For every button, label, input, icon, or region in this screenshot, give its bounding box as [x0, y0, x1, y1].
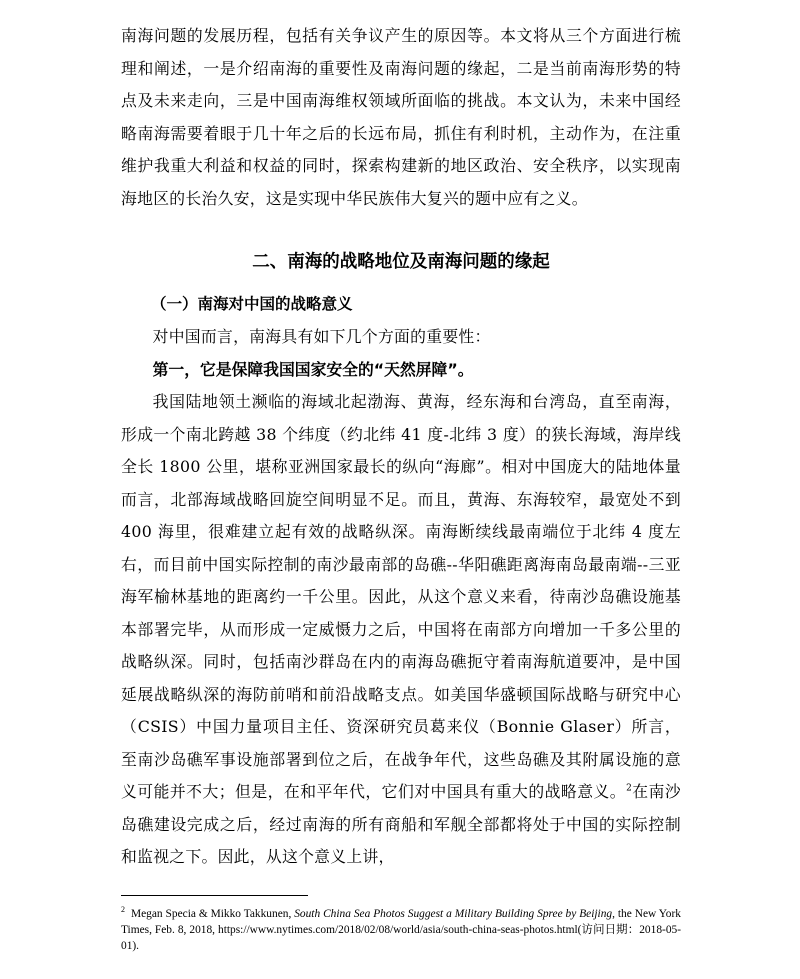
lead-sentence: 对中国而言，南海具有如下几个方面的重要性：	[152, 327, 491, 346]
subsection-title: （一）南海对中国的战略意义	[151, 295, 353, 313]
body-paragraph-part2: 在南沙岛礁建设完成之后，经过南海的所有商船和军舰全部都将处于中国的实际控制和监视之下。因此，从这个意义上讲，	[121, 782, 681, 866]
footnote-title: South China Sea Photos Suggest a Military Building Spree by Beijing	[294, 908, 613, 920]
footnote-separator	[121, 895, 308, 896]
footnote-reference[interactable]: 2	[626, 783, 633, 794]
section-title: 二、南海的战略地位及南海问题的缘起	[252, 252, 550, 272]
intro-paragraph: 南海问题的发展历程，包括有关争议产生的原因等。本文将从三个方面进行梳理和阐述，一是介绍南海的重要性及南海问题的缘起，二是当前南海形势的特点及未来走向，三是中国南海维权领域所面临的挑战。本文认为，未来中国经略南海需要着眼于几十年之后的长远布局，抓住有利时机，主动作为，在注重维护我重大利益和权益的同时，探索构建新的地区政治、安全秩序，以实现南海地区的长治久安，这是实现中华民族伟大复兴的题中应有之义。	[121, 26, 681, 208]
footnote-source: , the New York Times, Feb. 8, 2018, https://www.nytimes.com/2018/02/08/world/asia/south-china-seas-photos.html(访问日期：2018-05-01).	[121, 908, 681, 952]
body-paragraph	[121, 386, 681, 874]
document-body	[121, 20, 681, 874]
body-paragraph-part1: 我国陆地领土濒临的海域北起渤海、黄海，经东海和台湾岛，直至南海，形成一个南北跨越 38 个纬度（约北纬 41 度-北纬 3 度）的狭长海域，海岸线全长 1800 公里，堪称亚洲国家最长的纵向“海廊”。相对中国庞大的陆地体量而言，北部海域战略回旋空间明显不足。而且，黄海、东海较窄，最宽处不到 400 海里，很难建立起有效的战略纵深。南海断续线最南端位于北纬 4 度左右，而目前中国实际控制的南沙最南部的岛礁--华阳礁距离海南岛最南端--三亚海军榆林基地的距离约一千公里。因此，从这个意义来看，待南沙岛礁设施基本部署完毕，从而形成一定威慑力之后，中国将在南部方向增加一千多公里的战略纵深。同时，包括南沙群岛在内的南海岛礁扼守着南海航道要冲，是中国延展战略纵深的海防前哨和前沿战略支点。如美国华盛顿国际战略与研究中心（CSIS）中国力量项目主任、资深研究员葛来仪（Bonnie Glaser）所言，至南沙岛礁军事设施部署到位之后，在战争年代，这些岛礁及其附属设施的意义可能并不大；但是，在和平年代，它们对中国具有重大的战略意义。	[121, 392, 681, 801]
footnote-authors: Megan Specia & Mikko Takkunen,	[131, 908, 292, 920]
first-point-heading: 第一，它是保障我国国家安全的“天然屏障”。	[152, 359, 474, 379]
footnote	[121, 906, 681, 954]
footnote-number: 2	[121, 905, 125, 915]
